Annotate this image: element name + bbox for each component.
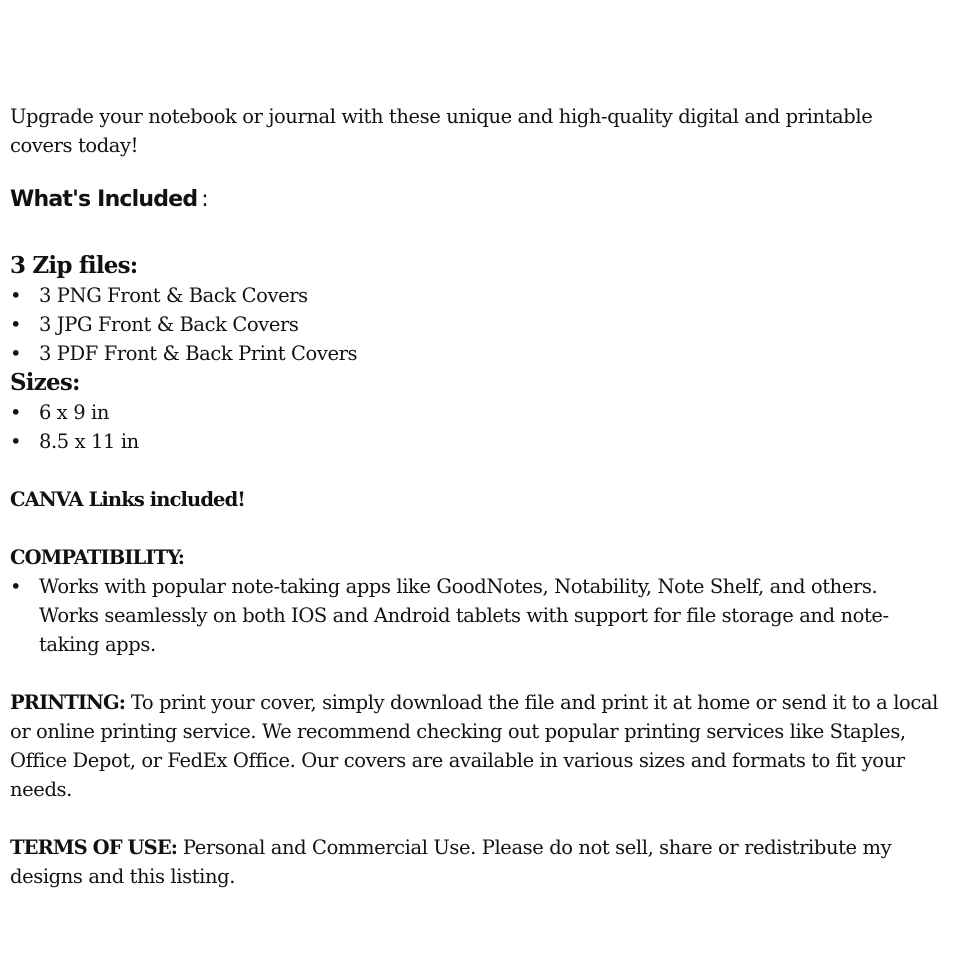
list-item xyxy=(10,339,940,368)
spacer xyxy=(10,804,940,833)
list-item xyxy=(10,398,940,427)
zip-files-heading: 3 Zip files: xyxy=(10,252,138,279)
printing-text: To print your cover, simply download the file and print it at home or send it to a local or online printing service. We recommend checking out popular printing services like Staples, Office Depot, or FedEx Office. Our covers are available in various sizes and formats to fit your needs. xyxy=(10,691,938,801)
sizes-list xyxy=(10,398,940,456)
list-item-text: 3 JPG Front & Back Covers xyxy=(39,313,299,336)
compatibility-label: COMPATIBILITY: xyxy=(10,546,185,569)
list-item-text: Works with popular note-taking apps like GoodNotes, Notability, Note Shelf, and others. Works seamlessly on both IOS and Android tablets with support for file storage and note-taking apps. xyxy=(39,575,889,656)
product-description xyxy=(10,102,940,891)
spacer xyxy=(10,456,940,485)
list-item-text: 6 x 9 in xyxy=(39,401,110,424)
list-item xyxy=(10,310,940,339)
list-item xyxy=(10,572,940,659)
canva-links-note xyxy=(10,485,940,514)
bullet-icon: • xyxy=(10,284,22,307)
sizes-heading: Sizes: xyxy=(10,369,80,396)
zip-files-list xyxy=(10,281,940,368)
whats-included-title: What's Included xyxy=(10,187,198,212)
spacer xyxy=(10,659,940,688)
terms-text: Personal and Commercial Use. Please do not sell, share or redistribute my designs and this listing. xyxy=(10,836,892,888)
list-item-text: 8.5 x 11 in xyxy=(39,430,139,453)
printing-label: PRINTING: xyxy=(10,691,126,714)
bullet-icon: • xyxy=(10,575,22,598)
list-item xyxy=(10,427,940,456)
bullet-icon: • xyxy=(10,401,22,424)
list-item xyxy=(10,281,940,310)
bullet-icon: • xyxy=(10,430,22,453)
list-item-text: 3 PNG Front & Back Covers xyxy=(39,284,308,307)
bullet-icon: • xyxy=(10,342,22,365)
compatibility-heading xyxy=(10,543,940,572)
bullet-icon: • xyxy=(10,313,22,336)
terms-label: TERMS OF USE: xyxy=(10,836,178,859)
whats-included-heading xyxy=(10,183,940,217)
list-item-text: 3 PDF Front & Back Print Covers xyxy=(39,342,358,365)
compatibility-list xyxy=(10,572,940,659)
spacer xyxy=(10,514,940,543)
printing-paragraph xyxy=(10,688,940,804)
whats-included-colon: : xyxy=(201,187,208,212)
intro-text: Upgrade your notebook or journal with these unique and high-quality digital and printable covers today! xyxy=(10,105,873,157)
terms-paragraph xyxy=(10,833,940,891)
canva-links-text: CANVA Links included! xyxy=(10,488,245,511)
